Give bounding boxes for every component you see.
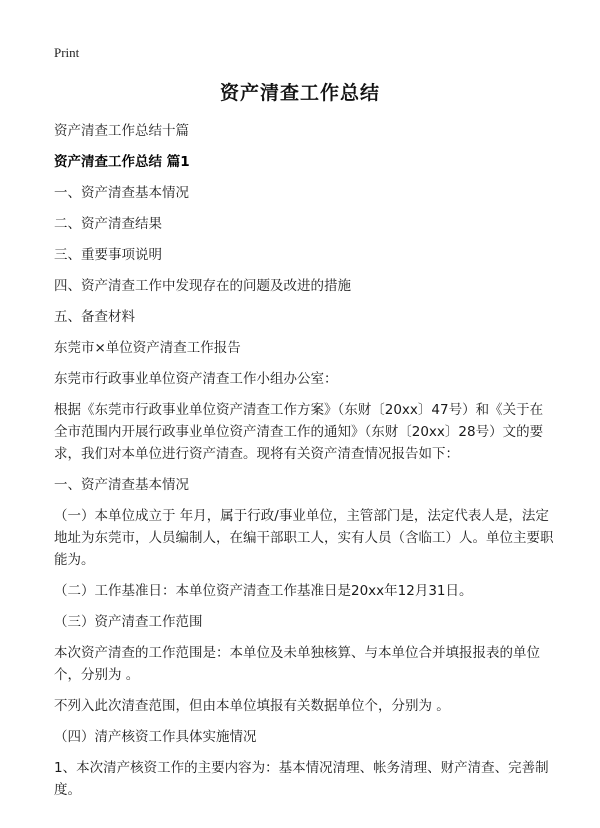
list-item: 五、备查材料	[54, 309, 135, 325]
print-label[interactable]: Print	[54, 45, 80, 60]
paragraph: 根据《东莞市行政事业单位资产清查工作方案》（东财〔20xx〕47号）和《关于在全市范围内开展行政事业单位资产清查工作的通知》（东财〔20xx〕28号）文的要求，我们对本单位进行资产清查。现将有关资产清查情况报告如下：	[54, 402, 544, 462]
paragraph: 不列入此次清查范围，但由本单位填报有关数据单位个，分别为 。	[54, 698, 450, 714]
list-item: 四、资产清查工作中发现存在的问题及改进的措施	[54, 278, 351, 294]
salutation: 东莞市行政事业单位资产清查工作小组办公室：	[54, 371, 338, 387]
list-item: 一、资产清查基本情况	[54, 477, 189, 493]
sub-heading: （四）清产核资工作具体实施情况	[54, 729, 257, 745]
document-body	[54, 120, 554, 810]
report-title: 东莞市×单位资产清查工作报告	[54, 340, 241, 356]
paragraph: （一）本单位成立于 年月，属于行政/事业单位，主管部门是，法定代表人是，法定地址为东莞市，人员编制人，在编干部职工人，实有人员（含临工）人。单位主要职能为。	[54, 508, 554, 568]
sub-heading: （三）资产清查工作范围	[54, 614, 203, 630]
document-title: 资产清查工作总结	[219, 82, 380, 104]
list-item: 三、重要事项说明	[54, 247, 162, 263]
list-item: 一、资产清查基本情况	[54, 185, 189, 201]
paragraph: 1、本次清产核资工作的主要内容为：基本情况清理、帐务清理、财产清查、完善制度。	[54, 760, 549, 798]
paragraph-subtitle: 资产清查工作总结十篇	[54, 123, 189, 139]
paragraph: （二）工作基准日：本单位资产清查工作基准日是20xx年12月31日。	[54, 583, 473, 599]
list-item: 二、资产清查结果	[54, 216, 162, 232]
section-heading: 资产清查工作总结 篇1	[54, 154, 190, 170]
paragraph: 本次资产清查的工作范围是：本单位及未单独核算、与本单位合并填报报表的单位个，分别为 。	[54, 645, 540, 683]
